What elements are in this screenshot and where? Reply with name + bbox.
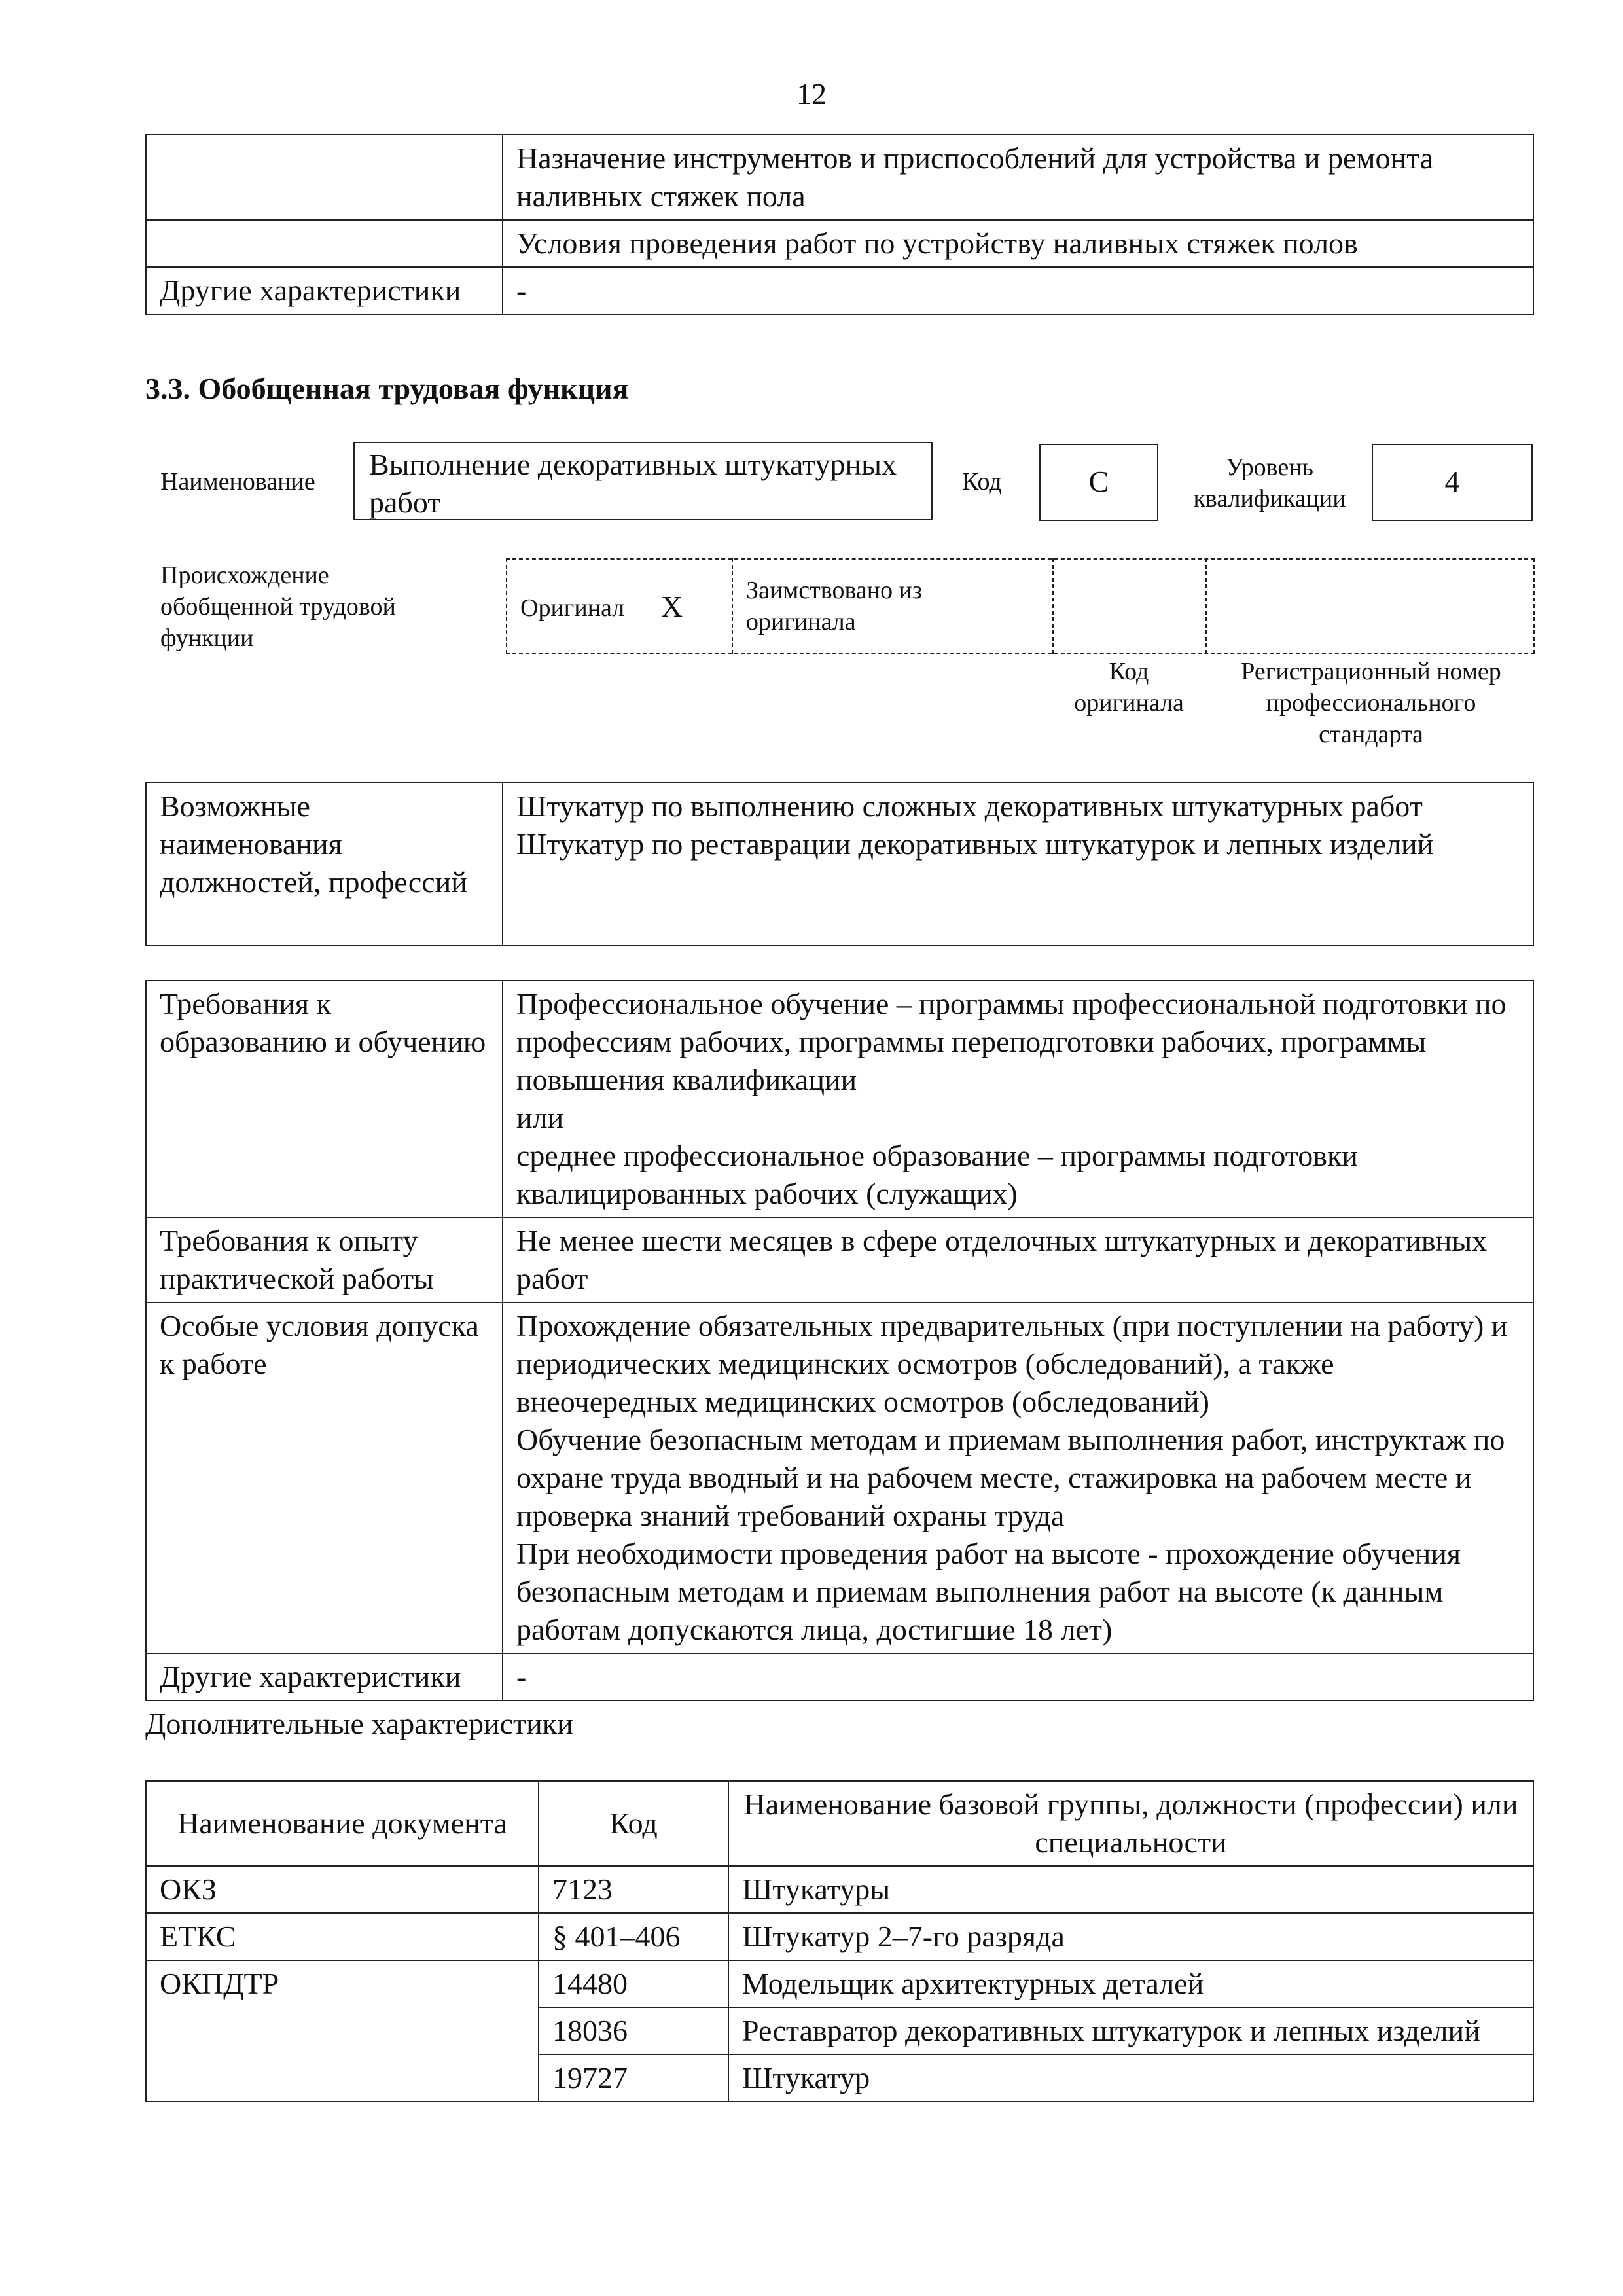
origin-divider [1052, 558, 1054, 654]
origin-label: Происхождение обобщенной трудовой функции [160, 562, 396, 652]
row-value: Прохождение обязательных предварительных (при поступлении на работу) и периодических медицинских осмотров (обследований), а также внеочередных медицинских осмотров (обследований) Обучение безопасным методам и приемам выполнения работ, инструктаж по охране труда вводный и на рабочем месте, стажировка на рабочем месте и проверка знаний требований охраны труда При необходимости проведения работ на высоте - прохождение обучения безопасным методам и приемам выполнения работ на высоте (к данным работам допускаются лица, достигшие 18 лет) [503, 1302, 1533, 1653]
origin-divider [732, 558, 733, 654]
table-row [146, 135, 1533, 220]
table-row [146, 1913, 1533, 1960]
name-cell: Модельщик архитектурных деталей [728, 1960, 1533, 2007]
code-cell: 14480 [539, 1960, 728, 2007]
row-value: Профессиональное обучение – программы профессиональной подготовки по профессиям рабочих, программы переподготовки рабочих, программы повышения квалификации или среднее профессиональное образование – программы подготовки квалицированных рабочих (служащих) [503, 980, 1533, 1217]
table-row [146, 980, 1533, 1217]
table-cell-empty [146, 220, 503, 267]
reg-number-caption: Регистрационный номер профессионального стандарта [1241, 658, 1501, 748]
name-cell: Штукатур 2–7-го разряда [728, 1913, 1533, 1960]
row-value: Не менее шести месяцев в сфере отделочных штукатурных и декоративных работ [503, 1217, 1533, 1302]
table-row [146, 1302, 1533, 1653]
table-row [146, 783, 1533, 946]
code-value: C [1088, 465, 1109, 498]
column-header: Код [539, 1781, 728, 1866]
positions-table [145, 782, 1534, 946]
code-original-caption: Код оригинала [1074, 658, 1184, 717]
table-row [146, 1960, 1533, 2007]
requirements-table [145, 980, 1534, 1701]
column-header: Наименование базовой группы, должности (профессии) или специальности [728, 1781, 1533, 1866]
code-cell: § 401–406 [539, 1913, 728, 1960]
row-label: Требования к образованию и обучению [146, 980, 503, 1217]
name-label: Наименование [160, 468, 315, 495]
code-cell: 7123 [539, 1866, 728, 1913]
code-cell: 18036 [539, 2007, 728, 2054]
name-cell: Штукатуры [728, 1866, 1533, 1913]
row-label: Особые условия допуска к работе [146, 1302, 503, 1653]
page-number: 12 [796, 77, 827, 111]
additional-table [145, 1780, 1534, 2102]
function-name-box [353, 442, 933, 520]
additional-heading: Дополнительные характеристики [145, 1707, 573, 1740]
origin-frame [506, 558, 1535, 654]
name-cell: Штукатур [728, 2054, 1533, 2102]
original-label: Оригинал [520, 594, 625, 622]
row-label: Другие характеристики [146, 1653, 503, 1700]
row-label: Другие характеристики [146, 267, 503, 314]
table-cell: Назначение инструментов и приспособлений для устройства и ремонта наливных стяжек пола [503, 135, 1533, 220]
row-value: Штукатур по выполнению сложных декоративных штукатурных работ Штукатур по реставрации декоративных штукатурок и лепных изделий [503, 783, 1533, 946]
table-cell-empty [146, 135, 503, 220]
code-box [1039, 444, 1158, 521]
name-cell: Реставратор декоративных штукатурок и лепных изделий [728, 2007, 1533, 2054]
level-box [1372, 444, 1533, 521]
table-header-row [146, 1781, 1533, 1866]
level-label: Уровень квалификации [1193, 454, 1346, 512]
function-name: Выполнение декоративных штукатурных работ [369, 448, 897, 519]
table-cell: Условия проведения работ по устройству наливных стяжек полов [503, 220, 1533, 267]
table-row [146, 1866, 1533, 1913]
doc-cell: ОКПДТР [146, 1960, 539, 2102]
origin-divider [1205, 558, 1207, 654]
doc-cell: ОКЗ [146, 1866, 539, 1913]
row-label: Требования к опыту практической работы [146, 1217, 503, 1302]
doc-cell: ЕТКС [146, 1913, 539, 1960]
original-mark: X [661, 590, 683, 623]
borrowed-label: Заимствовано из оригинала [746, 577, 922, 636]
section-heading: 3.3. Обобщенная трудовая функция [145, 372, 629, 405]
row-label: Возможные наименования должностей, профессий [146, 783, 503, 946]
code-cell: 19727 [539, 2054, 728, 2102]
table-row [146, 220, 1533, 267]
top-table [145, 134, 1534, 315]
code-label: Код [962, 468, 1002, 495]
table-row [146, 1217, 1533, 1302]
table-row [146, 1653, 1533, 1700]
table-row [146, 267, 1533, 314]
row-value: - [503, 267, 1533, 314]
column-header: Наименование документа [146, 1781, 539, 1866]
level-value: 4 [1444, 465, 1460, 498]
row-value: - [503, 1653, 1533, 1700]
